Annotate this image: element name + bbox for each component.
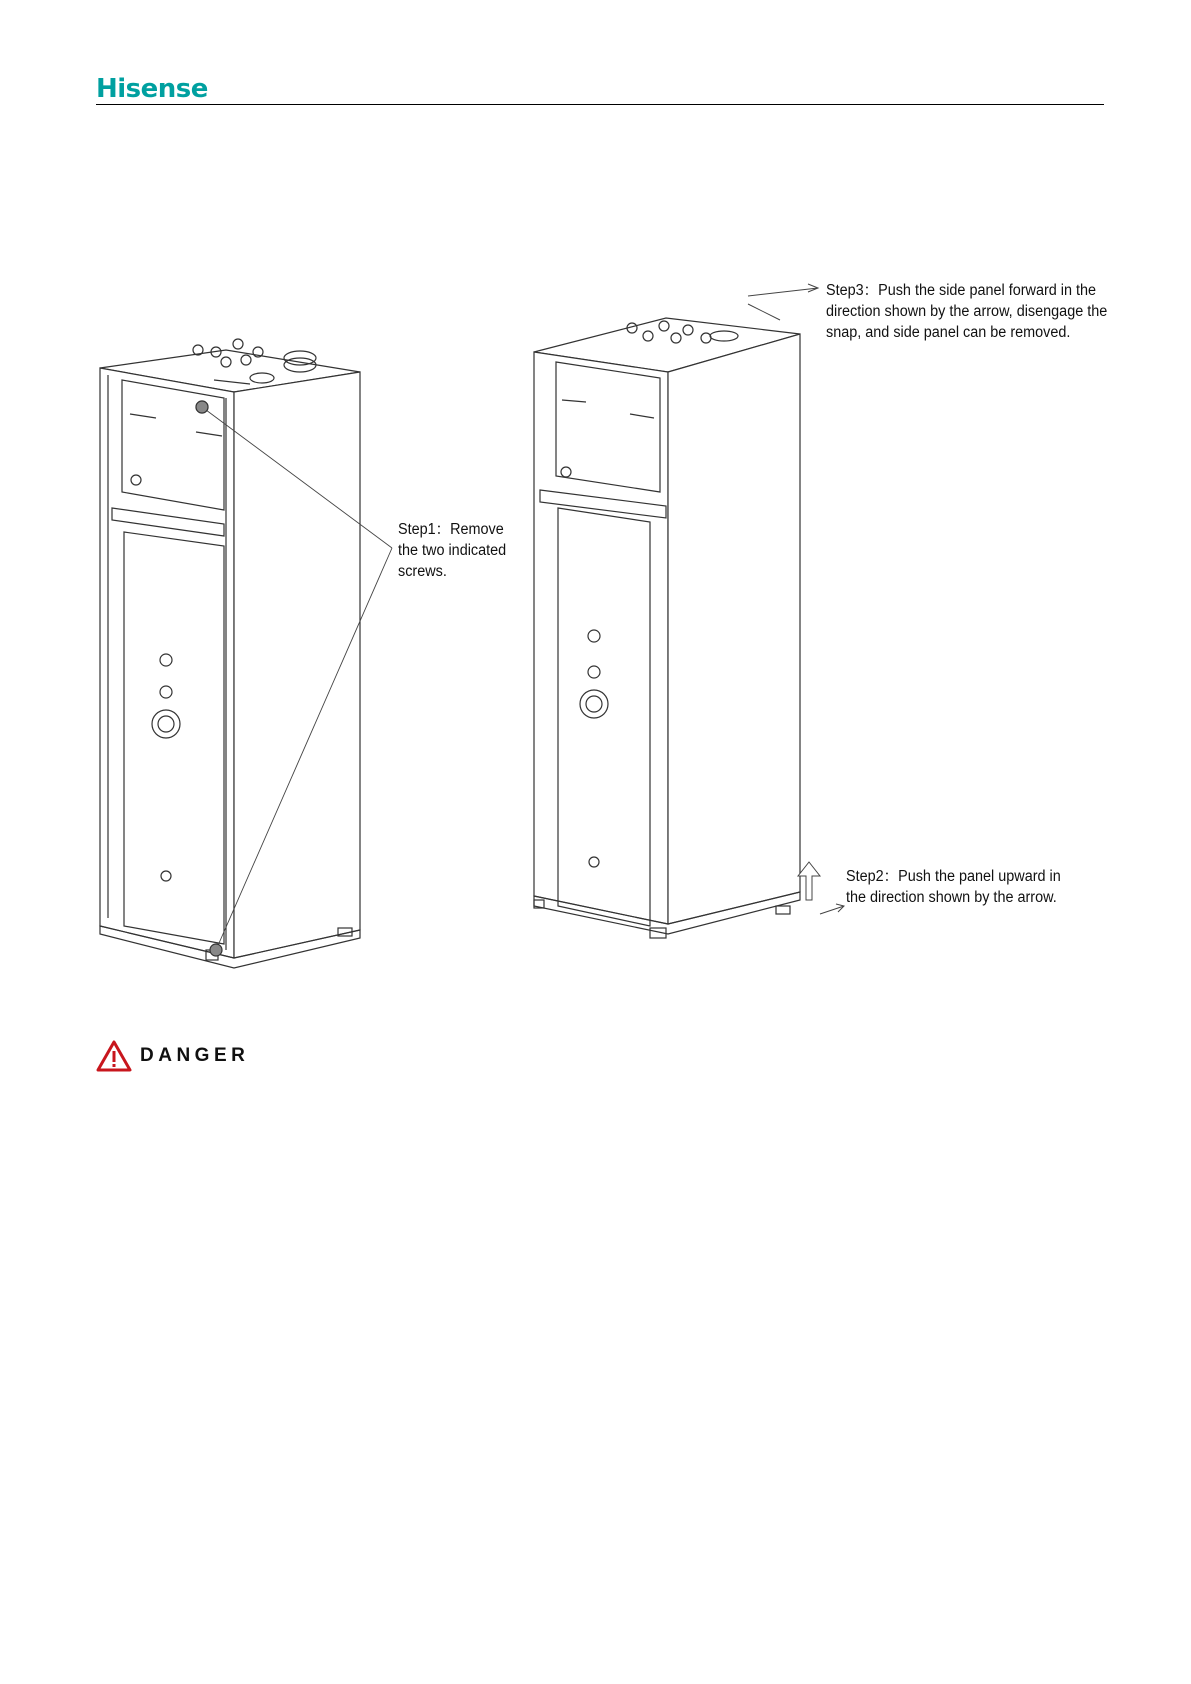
step1-note: Step1：Remove the two indicated screws. (398, 521, 507, 580)
step3-arrow (748, 284, 818, 320)
right-unit-drawing (534, 318, 800, 938)
step2-note: Step2：Push the panel upward in the direction shown by the arrow. (846, 868, 1061, 906)
step2-arrow (798, 862, 844, 914)
screw-bottom (210, 944, 222, 956)
left-unit-drawing (100, 339, 360, 968)
danger-label: DANGER (140, 1045, 250, 1066)
brand-logo: Hisense (96, 74, 208, 104)
danger-heading (96, 1040, 249, 1072)
warning-triangle-icon (96, 1040, 132, 1072)
screw-top (196, 401, 208, 413)
step3-note: Step3：Push the side panel forward in the direction shown by the arrow, disengage the snap, and side panel can be removed. (826, 282, 1108, 341)
